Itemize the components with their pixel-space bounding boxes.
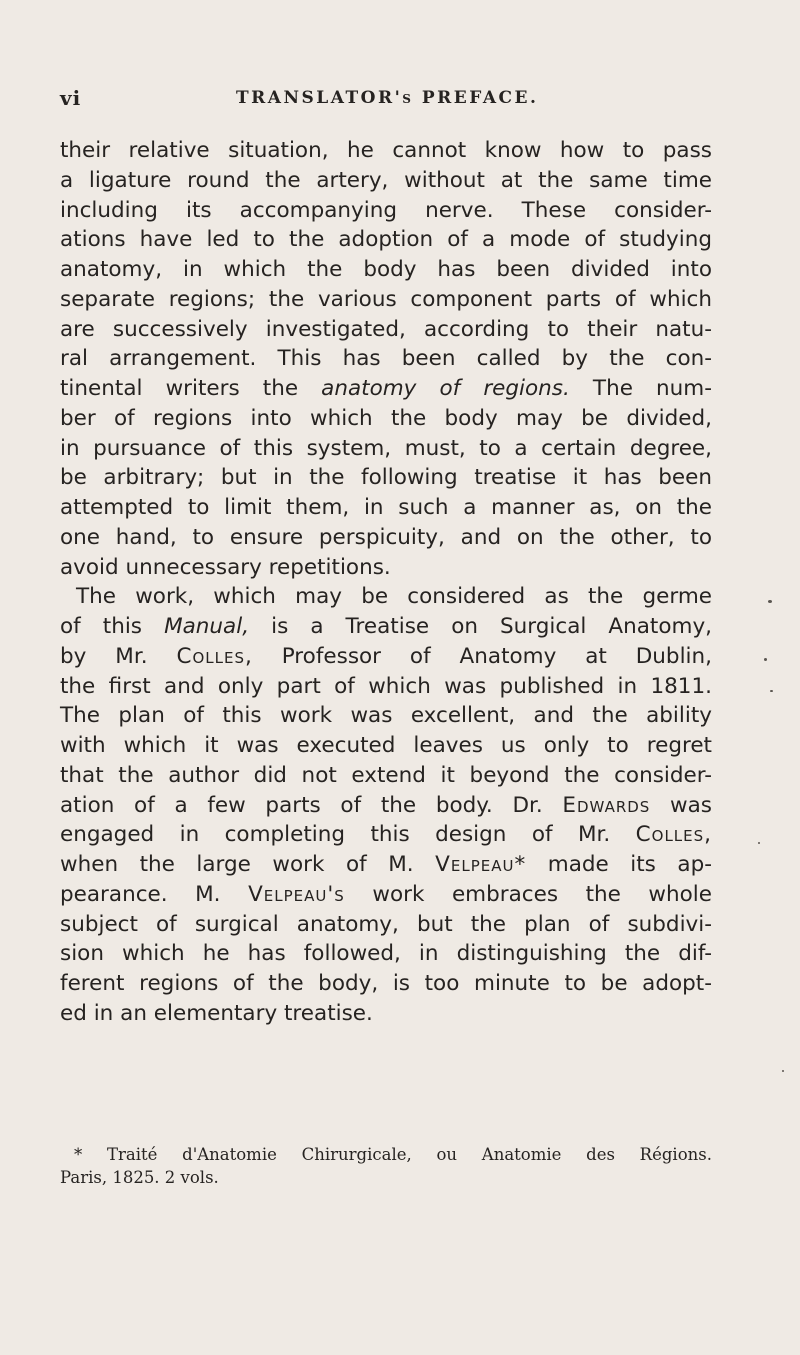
author-name: Edwards — [562, 792, 651, 818]
margin-speck — [764, 658, 767, 661]
text-line: are successively investigated, according to their natu- — [60, 316, 712, 342]
text-line: the first and only part of which was published in 1811. — [60, 673, 712, 699]
margin-speck — [782, 1070, 784, 1072]
text-run: Professor of Anatomy at Dublin, — [252, 643, 712, 669]
text-line: a ligature round the artery, without at the same time — [60, 167, 712, 193]
text-line — [60, 374, 712, 404]
text-line — [60, 820, 712, 850]
text-line: one hand, to ensure perspicuity, and on the other, to — [60, 524, 712, 550]
text-line — [60, 612, 712, 642]
text-line: The plan of this work was excellent, and the ability — [60, 703, 712, 729]
text-line: anatomy, in which the body has been divided into — [60, 257, 712, 282]
body-text — [60, 136, 712, 1029]
text-run: when the large work of M. — [60, 852, 436, 877]
text-line: in pursuance of this system, must, to a certain degree, — [60, 435, 712, 461]
text-run: The num- — [569, 376, 712, 401]
footnote — [60, 1143, 712, 1189]
author-name: Velpeau's — [248, 881, 345, 907]
page-number: vi — [60, 86, 82, 110]
text-line — [60, 850, 712, 880]
text-line: including its accompanying nerve. These consider- — [60, 197, 712, 223]
text-line: The work, which may be considered as the germe — [76, 584, 712, 610]
text-run: engaged in completing this design of Mr. — [60, 822, 636, 848]
text-run: ation of a few parts of the body. Dr. — [60, 792, 563, 818]
text-line: that the author did not extend it beyond the consider- — [60, 762, 712, 788]
text-run: was — [650, 792, 712, 818]
text-line: their relative situation, he cannot know how to pass — [60, 138, 712, 163]
text-line — [60, 642, 712, 672]
text-line: ations have led to the adoption of a mode of studying — [60, 227, 712, 253]
text-run: tinental writers the — [60, 376, 322, 401]
text-line: ber of regions into which the body may be divided, — [60, 405, 712, 431]
text-run: of this — [60, 614, 165, 639]
paragraph-1 — [60, 136, 712, 582]
text-line: subject of surgical anatomy, but the plan of subdivi- — [60, 911, 712, 937]
page-header — [60, 86, 710, 116]
text-line — [60, 791, 712, 821]
text-line: ral arrangement. This has been called by the con- — [60, 346, 712, 372]
author-name: Colles, — [635, 822, 712, 848]
text-line: ed in an elementary treatise. — [60, 1000, 373, 1026]
text-run: is a Treatise on Surgical Anatomy, — [249, 614, 713, 639]
text-run: work embraces the whole — [344, 881, 712, 907]
text-run: pearance. M. — [60, 881, 249, 907]
running-head: TRANSLATOR's PREFACE. — [236, 88, 539, 108]
text-line: be arbitrary; but in the following treatise it has been — [60, 465, 712, 491]
paragraph-2 — [60, 582, 712, 1028]
text-line: with which it was executed leaves us only to regret — [60, 733, 712, 758]
author-name: Colles, — [176, 643, 253, 669]
margin-speck — [758, 842, 760, 844]
text-line: attempted to limit them, in such a manner as, on the — [60, 495, 712, 520]
footnote-line: * Traité d'Anatomie Chirurgicale, ou Anatomie des Régions. — [74, 1145, 712, 1164]
text-run: by Mr. — [60, 643, 177, 669]
text-line — [60, 880, 712, 910]
footnote-line: Paris, 1825. 2 vols. — [60, 1168, 219, 1187]
italic-term: anatomy of regions. — [321, 376, 570, 401]
margin-speck — [770, 690, 773, 692]
text-line: separate regions; the various component parts of which — [60, 286, 712, 312]
text-line: avoid unnecessary repetitions. — [60, 554, 391, 580]
text-line: ferent regions of the body, is too minute to be adopt- — [60, 971, 712, 996]
author-name: Velpeau* — [435, 852, 527, 877]
text-line: sion which he has followed, in distinguishing the dif- — [60, 941, 712, 967]
italic-term: Manual, — [164, 614, 250, 639]
margin-speck — [768, 600, 772, 603]
text-run: made its ap- — [526, 852, 712, 877]
